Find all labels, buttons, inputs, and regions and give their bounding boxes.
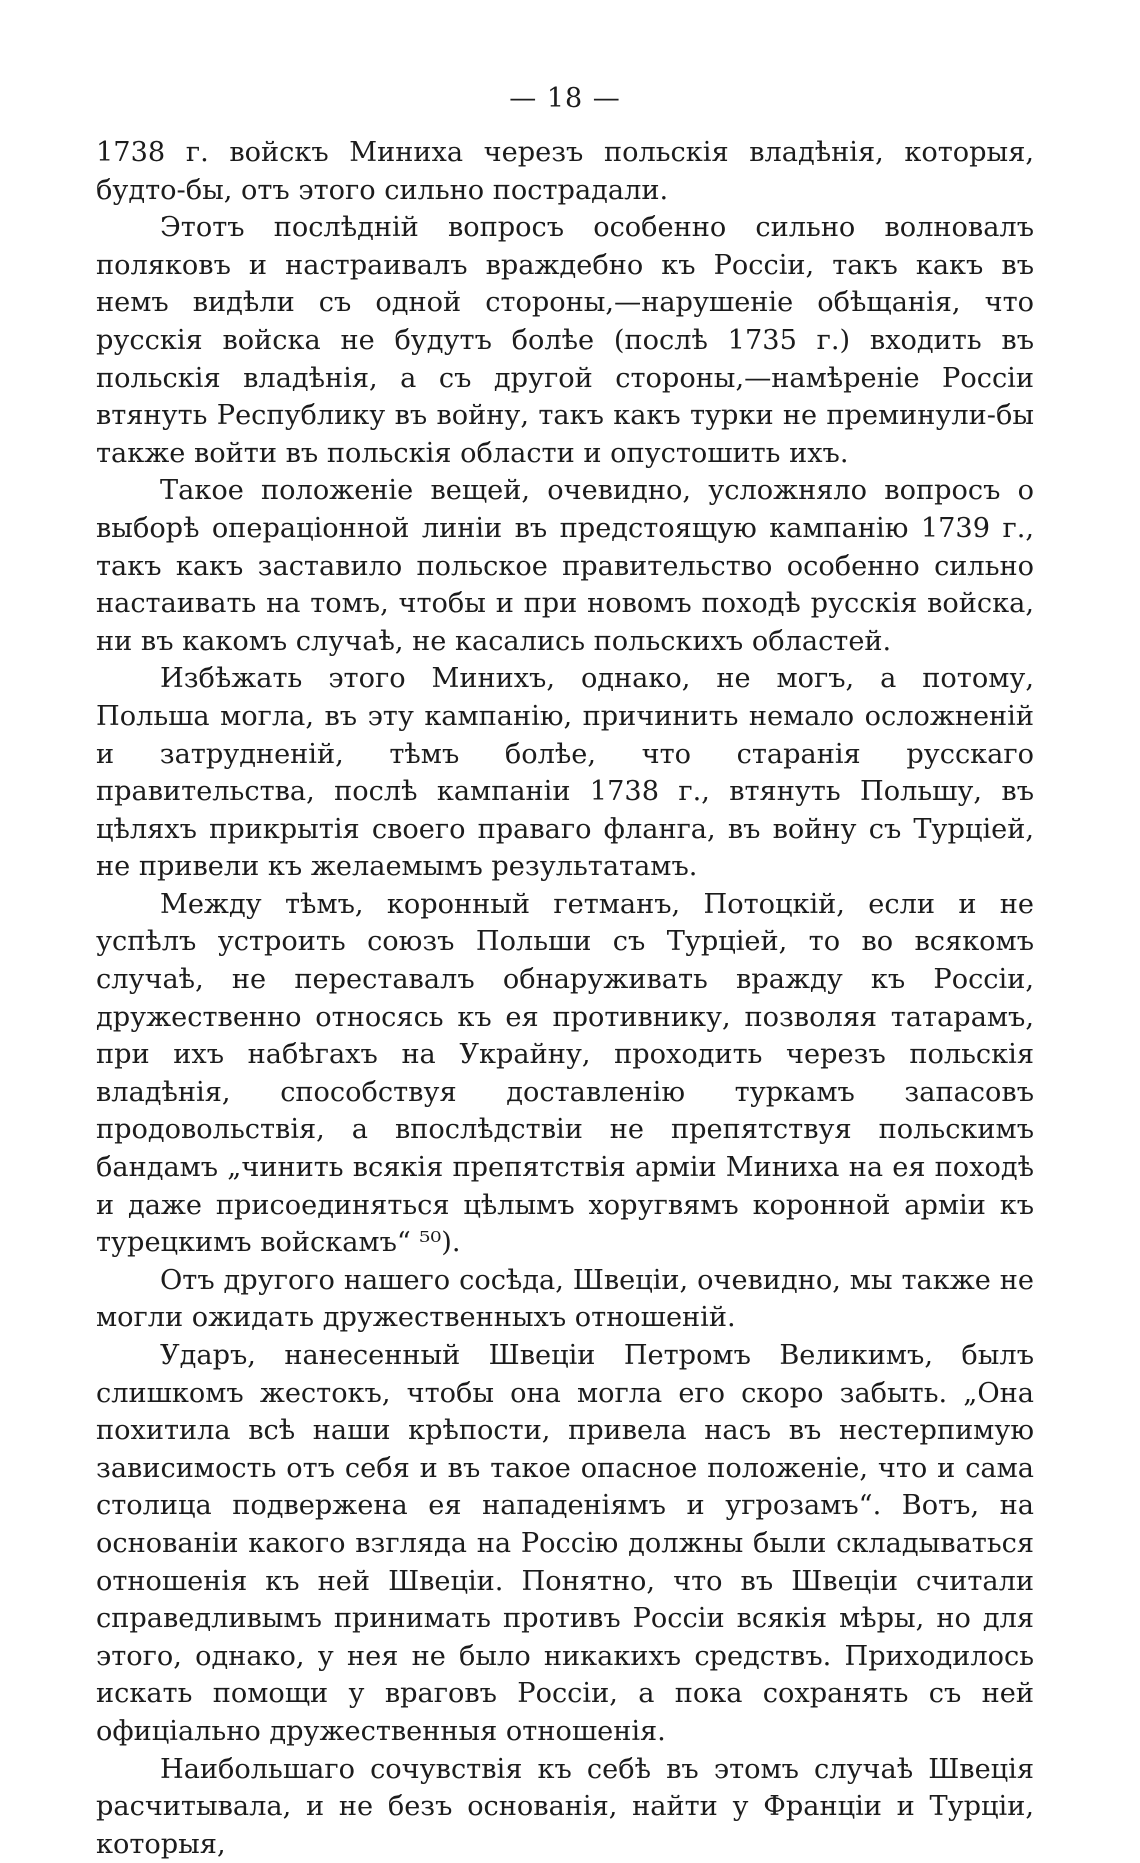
paragraph-7: Ударъ, нанесенный Швеціи Петромъ Великимъ, былъ слишкомъ жестокъ, чтобы она могла его скоро забыть. „Она похитила всѣ наши крѣпости, привела насъ въ нестерпимую зависимость отъ себя и въ такое опасное положеніе, что и сама столица подвержена ея нападеніямъ и угрозамъ“. Вотъ, на основаніи какого взгляда на Россію должны были складываться отношенія къ ней Швеціи. Понятно, что въ Швеціи считали справедливымъ принимать противъ Россіи всякія мѣры, но для этого, однако, у нея не было никакихъ средствъ. Приходилось искать помощи у враговъ Россіи, а пока сохранять съ ней офиціально дружественныя отношенія. — [96, 1340, 1034, 1747]
paragraph-4: Избѣжать этого Минихъ, однако, не могъ, а потому, Польша могла, въ эту кампанію, причинить немало осложненій и затрудненій, тѣмъ болѣе, что старанія русскаго правительства, послѣ кампаніи 1738 г., втянуть Польшу, въ цѣляхъ прикрытія своего праваго фланга, въ войну съ Турціей, не привели къ желаемымъ результатамъ. — [96, 663, 1034, 883]
page-body — [96, 134, 1034, 1863]
page-number: — 18 — — [509, 83, 621, 114]
paragraph-5: Между тѣмъ, коронный гетманъ, Потоцкій, если и не успѣлъ устроить союзъ Польши съ Турціей, то во всякомъ случаѣ, не переставалъ обнаруживать вражду къ Россіи, дружественно относясь къ ея противнику, позволяя татарамъ, при ихъ набѣгахъ на Украйну, проходить черезъ польскія владѣнія, способствуя доставленію туркамъ запасовъ продовольствія, а впослѣдствіи не препятствуя польскимъ бандамъ „чинить всякія препятствія арміи Миниха на ея походѣ и даже присоединяться цѣлымъ хоругвямъ коронной арміи къ турецкимъ войскамъ“ ⁵⁰). — [96, 888, 1034, 1259]
paragraph-6: Отъ другого нашего сосѣда, Швеціи, очевидно, мы также не могли ожидать дружественныхъ отношеній. — [96, 1264, 1034, 1334]
paragraph-2: Этотъ послѣдній вопросъ особенно сильно волновалъ поляковъ и настраивалъ враждебно къ Россіи, такъ какъ въ немъ видѣли съ одной стороны,—нарушеніе обѣщанія, что русскія войска не будутъ болѣе (послѣ 1735 г.) входить въ польскія владѣнія, а съ другой стороны,—намѣреніе Россіи втянуть Республику въ войну, такъ какъ турки не преминули-бы также войти въ польскія области и опустошить ихъ. — [96, 212, 1034, 469]
paragraph-3: Такое положеніе вещей, очевидно, усложняло вопросъ о выборѣ операціонной линіи въ предстоящую кампанію 1739 г., такъ какъ заставило польское правительство особенно сильно настаивать на томъ, чтобы и при новомъ походѣ русскія войска, ни въ какомъ случаѣ, не касались польскихъ областей. — [96, 475, 1034, 657]
paragraph-1: 1738 г. войскъ Миниха черезъ польскія владѣнія, которыя, будто-бы, отъ этого сильно пострадали. — [96, 137, 1034, 206]
paragraph-8: Наибольшаго сочувствія къ себѣ въ этомъ случаѣ Швеція расчитывала, и не безъ основанія, найти у Франціи и Турціи, которыя, — [96, 1753, 1034, 1860]
